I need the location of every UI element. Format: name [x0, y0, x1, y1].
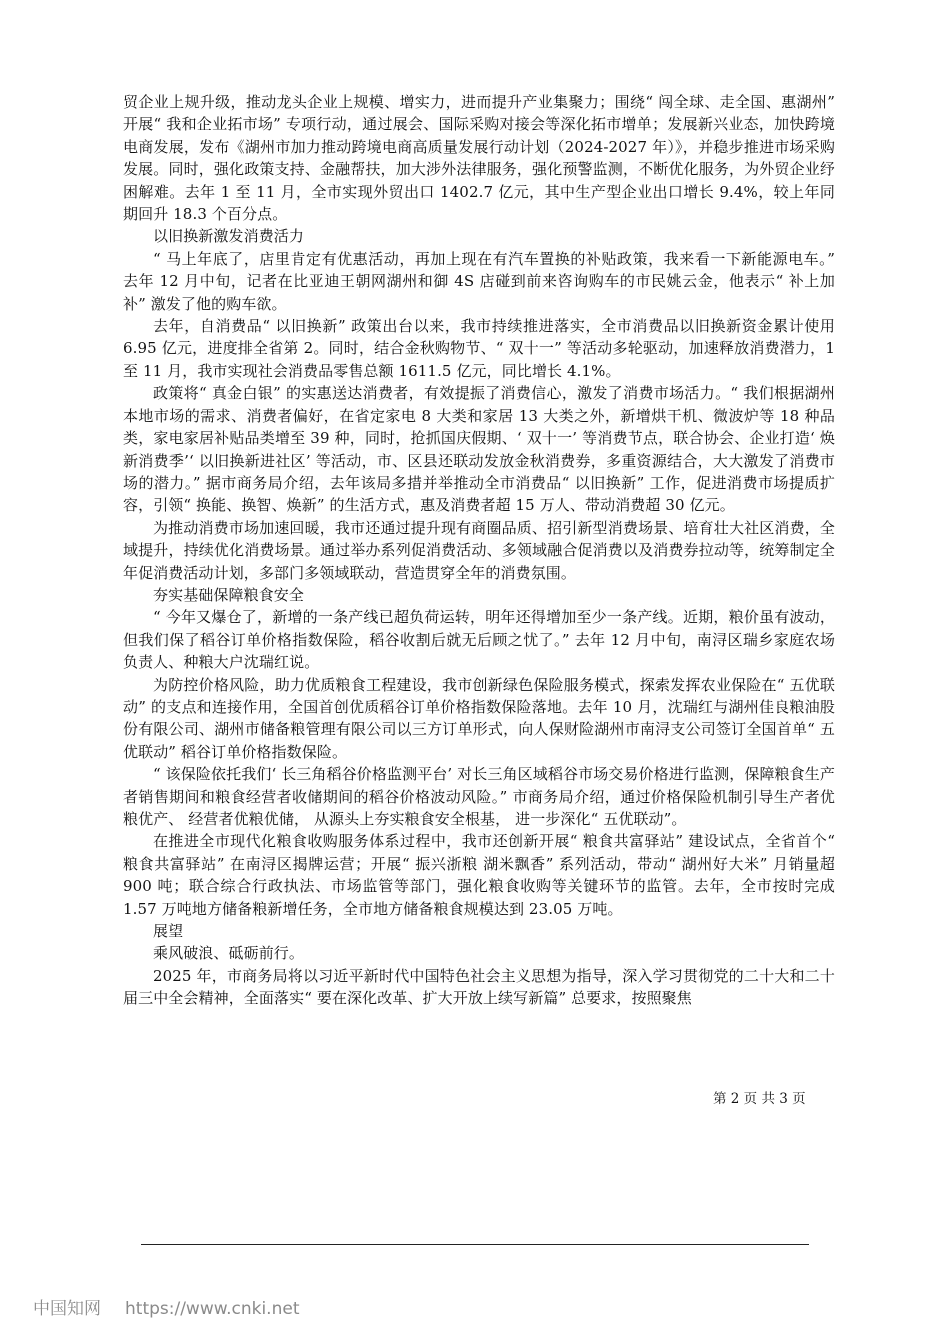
- paragraph-trade-in-funds: 去年，自消费品“ 以旧换新” 政策出台以来，我市持续推进落实，全市消费品以旧换新资金累计使用 6.95 亿元，进度排全省第 2。同时，结合金秋购物节、“ 双十一” 等活动多轮驱动，加速释放消费潜力，1 至 11 月，我市实现社会消费品零售总额 1611.5 亿元，同比增长 4.1%。: [123, 317, 835, 380]
- paragraph-trade-upgrade: 贸企业上规升级，推动龙头企业上规模、增实力，进而提升产业集聚力；围绕“ 闯全球、走全国、惠湖州” 开展“ 我和企业拓市场” 专项行动，通过展会、国际采购对接会等深化拓市增单；发展新兴业态，加快跨境电商发展，发布《湖州市加力推动跨境电商高质量发展行动计划（2024-2027 年）》，并稳步推进市场采购发展。同时，强化政策支持、金融帮扶，加大涉外法律服务，强化预警监测，不断优化服务，为外贸企业纾困解难。去年 1 至 11 月，全市实现外贸出口 1402.7 亿元，其中生产型企业出口增长 9.4%，较上年同期回升 18.3 个百分点。: [123, 93, 835, 224]
- paragraph-price-insurance: 为防控价格风险，助力优质粮食工程建设，我市创新绿色保险服务模式，探索发挥农业保险在“ 五优联动” 的支点和连接作用，全国首创优质稻谷订单价格指数保险落地。去年 10 月，沈瑞红与湖州佳良粮油股份有限公司、湖州市储备粮管理有限公司以三方订单形式，向人保财险湖州市南浔支公司签订全国首单“ 五优联动” 稻谷订单价格指数保险。: [123, 675, 835, 761]
- paragraph-car-buyer-quote: “ 马上年底了，店里肯定有优惠活动，再加上现在有汽车置换的补贴政策，我来看一下新能源电车。” 去年 12 月中旬，记者在比亚迪王朝网湖州和御 4S 店碰到前来咨询购车的市民姚云金，他表示“ 补上加补” 激发了他的购车欲。: [123, 249, 835, 313]
- watermark-brand: 中国知网: [33, 1299, 101, 1319]
- watermark-url: https://www.cnki.net: [125, 1299, 300, 1319]
- section-heading-trade-in: 以旧换新激发消费活力: [153, 227, 305, 246]
- cnki-watermark: [33, 1294, 299, 1319]
- section-heading-grain-security: 夯实基础保障粮食安全: [153, 585, 305, 604]
- outlook-tagline: 乘风破浪、砥砺前行。: [153, 944, 305, 963]
- page-number: 第 2 页 共 3 页: [713, 1091, 806, 1107]
- footer-divider: [141, 1244, 809, 1245]
- paragraph-farmer-quote: “ 今年又爆仓了，新增的一条产线已超负荷运转，明年还得增加至少一条产线。近期，粮价虽有波动，但我们保了稻谷订单价格指数保险，稻谷收割后就无后顾之忧了。” 去年 12 月中旬，南浔区瑞乡家庭农场负责人、种粮大户沈瑞红说。: [123, 608, 835, 672]
- article-body: [123, 91, 835, 1010]
- paragraph-2025-plan: 2025 年，市商务局将以习近平新时代中国特色社会主义思想为指导，深入学习贯彻党的二十大和二十届三中全会精神，全面落实“ 要在深化改革、扩大开放上续写新篇” 总要求，按照聚焦: [123, 966, 835, 1008]
- paragraph-monitoring-platform: “ 该保险依托我们‘ 长三角稻谷价格监测平台’ 对长三角区域稻谷市场交易价格进行监测，保障粮食生产者销售期间和粮食经营者收储期间的稻谷价格波动风险。” 市商务局介绍，通过价格保险机制引导生产者优粮优产、 经营者优粮优储， 从源头上夯实粮食安全根基， 进一步深化“ 五优联动”。: [123, 765, 835, 828]
- paragraph-grain-station: 在推进全市现代化粮食收购服务体系过程中，我市还创新开展“ 粮食共富驿站” 建设试点，全省首个“ 粮食共富驿站” 在南浔区揭牌运营；开展“ 振兴浙粮 湖米飘香” 系列活动，带动“ 湖州好大米” 月销量超 900 吨；联合综合行政执法、市场监管等部门，强化粮食收购等关键环节的监管。去年，全市按时完成 1.57 万吨地方储备粮新增任务，全市地方储备粮食规模达到 23.05 万吨。: [123, 832, 835, 918]
- paragraph-consumption-scenes: 为推动消费市场加速回暖，我市还通过提升现有商圈品质、招引新型消费场景、培育壮大社区消费，全域提升，持续优化消费场景。通过举办系列促消费活动、多领域融合促消费以及消费券拉动等，统筹制定全年促消费活动计划，多部门多领域联动，营造贯穿全年的消费氛围。: [123, 518, 835, 582]
- section-heading-outlook: 展望: [153, 922, 184, 941]
- paragraph-policy-subsidy: 政策将“ 真金白银” 的实惠送达消费者，有效提振了消费信心，激发了消费市场活力。“ 我们根据湖州本地市场的需求、消费者偏好，在省定家电 8 大类和家居 13 大类之外，新增烘干机、微波炉等 18 种品类，家电家居补贴品类增至 39 种，同时，抢抓国庆假期、‘ 双十一’ 等消费节点，联合协会、企业打造‘ 焕新消费季’‘ 以旧换新进社区’ 等活动，市、区县还联动发放金秋消费券，多重资源结合，大大激发了消费市场的潜力。” 据市商务局介绍，去年该局多措并举推动全市消费品“ 以旧换新” 工作，促进消费市场提质扩容，引领“ 换能、换智、焕新” 的生活方式，惠及消费者超 15 万人、带动消费超 30 亿元。: [123, 384, 835, 515]
